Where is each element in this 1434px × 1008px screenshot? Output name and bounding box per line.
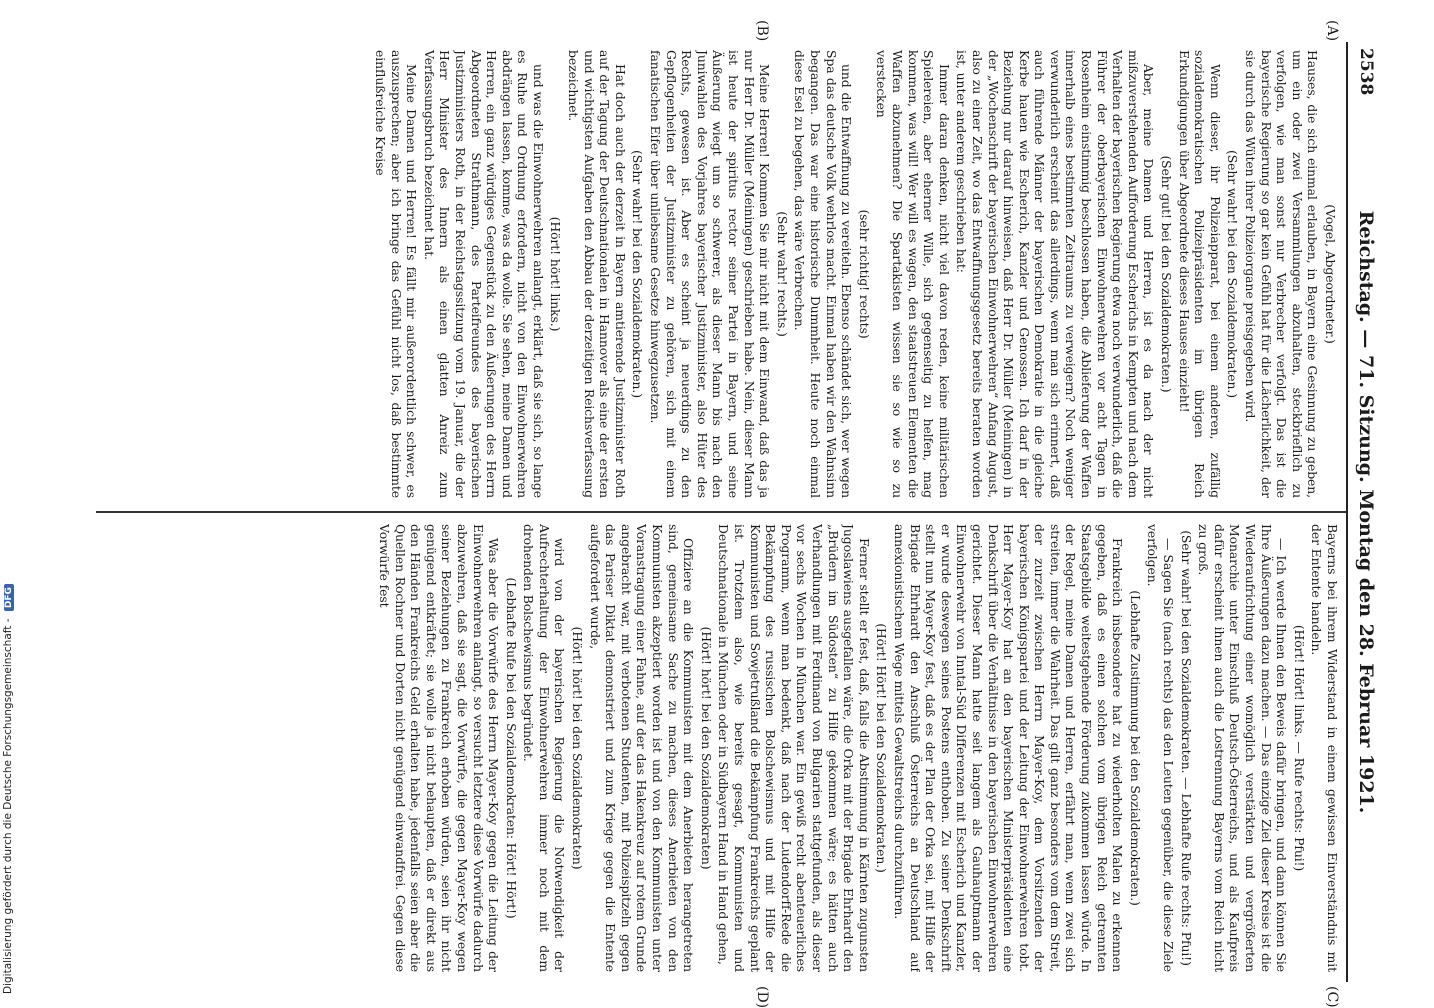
paragraph: Meine Herren! Kommen Sie mir nicht mit dem Einwand, daß das ja nur Herr Dr. Müller (Meiningen) geschrieben habe. Nein, dieser Mann ist heute der spiritus rector seiner Partei in Bayern, und seine Äußerung wiegt um so schwerer, als dieser Mann bis nach den Juniwahlen des Vorjahres bayerischer Justizminister, also Hüter des Rechts, gewesen ist. Aber es scheint ja neuerdings zu den Gepflogenheiten der Justizminister zu gehören, sich mit einem fanatischen Eifer über unliebsame Gesetze hinwegzusetzen.: [648, 50, 773, 498]
paragraph: und die Entwaffnung zu vereiteln. Ebenso schändet sich, wer wegen Spa das deutsche Volk wehrlos macht. Einmal haben wir den Wahnsinn begangen. Das war eine historische Dummheit. Heute noch einmal diese Esel zu begehen, das wäre Verbrechen.: [792, 50, 855, 498]
right-text-column: [100, 524, 1340, 972]
paragraph: Meine Damen und Herren! Es fällt mir außerordentlich schwer, es auszusprechen; aber ich bringe das Gefühl nicht los, daß bestimmte einflußreiche Kreise: [372, 50, 420, 498]
paragraph: Aber, meine Damen und Herren, ist es da nach der nicht mißzuverstehenden Aufforderung Escherichs in Kempten und nach dem Verhalten der bayerischen Regierung etwa noch verwunderlich, daß die Führer der oberbayerischen Einwohnerwehren vor acht Tagen in Rosenheim einstimmig beschlossen haben, die Ablieferung der Waffen innerhalb eines bestimmten Zeitraums zu verweigern? Noch weniger verwunderlich erscheint das allerdings, wenn man sich erinnert, daß auch führende Männer der bayerischen Demokratie in die gleiche Kerbe hauen wie Escherich, Kanzler und Genossen. Ich darf in der Beziehung nur darauf hinweisen, daß Herr Dr. Müller (Meiningen) in der „Wochenschrift der bayerischen Einwohnerwehren“ Anfang August, also zu einer Zeit, wo das Entwaffnungsgesetz bereits beraten worden ist, unter anderem geschrieben hat:: [954, 50, 1157, 498]
paragraph: Ferner stellt er fest, daß, falls die Abstimmung in Kärnten zugunsten Jugoslawiens ausgefallen wäre, die Orka mit der Brigade Ehrhardt den „Brüdern im Südosten“ zu Hilfe gekommen wäre; es hätten auch Verhandlungen mit Ferdinand von Bulgarien stattgefunden, als dieser vor sechs Wochen in München war. Ein gewiß recht abenteuerliches Programm, wenn man bedenkt, daß nach der Ludendorff-Rede die Bekämpfung des russischen Bolschewismus und mit Hilfe der Kommunisten und Sowjetrußland die Bekämpfung Frankreichs geplant ist. Trotzdem also, wie bereits gesagt, Kommunisten und Deutschnationale in München oder in Südbayern Hand in Hand gehen,: [716, 524, 872, 972]
interjection: (Lebhafte Zustimmung bei den Sozialdemokraten.): [1127, 590, 1143, 906]
interjection: (Sehr wahr! bei den Sozialdemokraten.): [630, 149, 646, 398]
margin-mark-a: (A): [1324, 20, 1340, 42]
credit-text: Digitalisierung gefördert durch die Deutsche Forschungsgemeinschaft -: [2, 618, 14, 994]
paragraph: Was aber die Vorwürfe des Herrn Mayer-Koy gegen die Leitung der Einwohnerwehren anlangt, so versucht letztere diese Vorwürfe dadurch abzuwehren, daß sie sagt, die Vorwürfe, die gegen Mayer-Koy wegen seiner Beziehungen zu Frankreich erhoben würden, seien ihr nicht genügend entkräftet; sie wolle ja nicht behaupten, daß er direkt aus den Händen Frankreichs Geld erhalten habe, jedenfalls seien aber die Quellen Rochner und Dorten nicht genügend einwandfrei. Gegen diese Vorwürfe fest: [376, 524, 502, 972]
paragraph: Offiziere an die Kommunisten mit dem Anerbieten herangetreten sind, gemeinsame Sache zu machen, dieses Anerbieten von den Kommunisten akzeptiert worden ist und von den Kommunisten unter Voranstragung einer Fahne, auf der das Hakenkreuz auf rotem Grunde angebracht war, mit verbotenen Studenten, mit Polizeispitzeln gegen das Pariser Diktat demonstriert und zum Kriege gegen die Entente aufgefordert wurde,: [587, 524, 697, 972]
paragraph: Hauses, die sich einmal erlauben, in Bayern eine Gesinnung zu geben, um ein oder zwei Versammlungen abzuhalten, steckbrieflich zu verfolgen, wie man sonst nur Verbrecher verfolgt. Das ist die bayerische Regierung so gar kein Gefühl hat für die Lächerlichkeit, der sie durch das Wüten ihrer Polizeiorgane preisgegeben wird.: [1243, 50, 1321, 498]
paragraph: Frankreich insbesondere hat zu wiederholten Malen zu erkennen gegeben, daß es einen solchen vom übrigen Reich getrennten Staatsgebilde weitestgehende Förderung zukommen lassen würde. In der Regel, meine Damen und Herren, erfährt man, wenn zwei sich streiten, immer die Wahrheit. Das gilt ganz besonders vom dem Streit, der zurzeit zwischen Herrn Mayer-Koy, dem Vorsitzenden der bayerischen Königspartei und der Leitung der Einwohnerwehren tobt. Herr Mayer-Koy hat an den bayerischen Ministerpräsidenten eine Denkschrift über die Verhältnisse in den bayerischen Einwohnerwehren gerichtet. Dieser Mann hatte seit langem als Gauhauptmann der Einwohnerwehr von Inntal-Süd Differenzen mit Escherich und Kanzler, er wurde deswegen seines Postens enthoben. Zu seiner Denkschrift stellt nun Mayer-Koy fest, daß es der Plan der Orka sei, mit Hilfe der Brigade Ehrhardt den Anschluß Österreichs an Deutschland auf annexionistischem Wege mittels Gewaltstreichs durchzuführen.: [891, 524, 1126, 972]
interjection: (Hört! Hört! bei den Sozialdemokraten.): [874, 623, 890, 873]
interjection: (Sehr wahr! bei den Sozialdemokraten.): [1225, 149, 1241, 398]
paragraph: Hat doch auch der derzeit in Bayern amtierende Justizminister Roth auf der Tagung der Deutschnationalen in Hannover als eine der ersten und wichtigsten Aufgaben den Abbau der derzeitigen Reichsverfassung bezeichnet.: [566, 50, 628, 498]
margin-mark-d: (D): [754, 986, 770, 1008]
left-text-column: [100, 50, 1340, 498]
interjection: (Hört! hört! links.): [548, 216, 564, 332]
paragraph: — Ich werde Ihnen den Beweis dafür bringen, und dann können Sie Ihre Äußerungen dazu machen. — Das einzige Ziel dieser Kreise ist die Wiederaufrichtung einer womöglich verstärkten und vergrößerten Monarchie unter Einschluß Deutsch-Österreichs, und als Kaufpreis dafür erscheint ihnen auch die Lostrennung Bayerns vom Reich nicht zu groß.: [1196, 524, 1290, 972]
paragraph: wird von der bayerischen Regierung die Notwendigkeit der Aufrechterhaltung der Einwohnerwehren immer noch mit dem drohenden Bolschewismus begründet.: [521, 524, 568, 972]
interjection: (Sehr wahr! rechts.): [774, 211, 790, 337]
page-number: 2538: [1356, 48, 1376, 96]
interjection: (Hört! hört! bei den Sozialdemokraten): [698, 626, 714, 870]
paragraph: Immer daran denken, nicht viel davon reden, keine militärischen Spielereien, aber eherner Wille, sich gegenseitig zu helfen, mag kommen, was will! Wer will es wagen, den staatstreuen Elementen die Waffen abzunehmen? Die Spartakisten wissen sie so wie so zu verstecken: [874, 50, 952, 498]
running-title: Reichstag. — 71. Sitzung. Montag den 28. Februar 1921.: [1355, 210, 1377, 814]
rotated-page: [90, 20, 1380, 1008]
interjection: (Hört! Hört! links. — Rufe rechts: Pfui!): [1291, 624, 1307, 872]
interjection: (Lebhafte Rufe bei den Sozialdemokraten: Hört! Hört!): [503, 577, 519, 919]
column-divider: [96, 511, 1346, 513]
interjection: (Vogel, Abgeordneter.): [1323, 204, 1338, 344]
margin-mark-b: (B): [754, 20, 770, 42]
interjection: (Sehr gut! bei den Sozialdemokraten.): [1159, 155, 1175, 393]
margin-mark-c: (C): [1324, 986, 1340, 1008]
interjection: (Sehr wahr! bei den Sozialdemokraten. — Lebhafte Rufe rechts: Pfui!): [1178, 530, 1194, 966]
paragraph: Bayerns bei ihrem Widerstand in einem gewissen Einverständnis mit der Entente handeln.: [1309, 524, 1340, 972]
paragraph: Wenn dieser, ihr Polizeiapparat, bei einem anderen, zufällig sozialdemokratischen Polizeipräsidenten im übrigen Reich Erkundigungen über Abgeordnete dieses Hauses einzieht!: [1176, 50, 1223, 498]
digitization-credit: [2, 584, 14, 994]
paragraph: — Sagen Sie (nach rechts) das den Leuten gegenüber, die diese Ziele verfolgen.: [1145, 524, 1177, 972]
page-header: [1346, 42, 1380, 982]
interjection: (Hört! hört! bei den Sozialdemokraten): [570, 626, 586, 870]
dfg-logo-icon: DFG: [4, 584, 14, 611]
interjection: (sehr richtig! rechts): [856, 209, 872, 339]
paragraph: und was die Einwohnerwehren anlangt, erklärt, daß sie sich, so lange es Ruhe und Ordnung erfordern, nicht von den Einwohnerwehren abdrängen lassen, komme, was da wolle. Sie sehen, meine Damen und Herren, ein ganz würdiges Gegenstück zu den Äußerungen des Herrn Abgeordneten Strathmann, des Parteifreundes des bayerischen Justizministers Roth, in der Reichstagssitzung vom 19. Januar, die der Herr Minister des Innern als einen glatten Anreiz zum Verfassungsbruch bezeichnet hat.: [421, 50, 546, 498]
